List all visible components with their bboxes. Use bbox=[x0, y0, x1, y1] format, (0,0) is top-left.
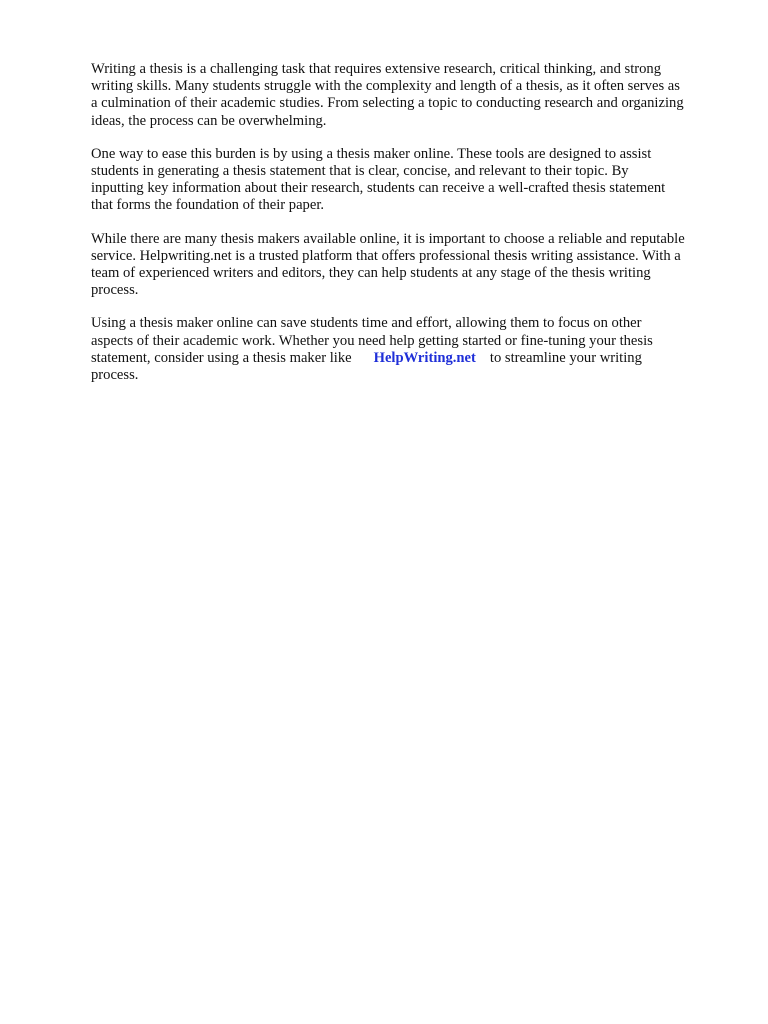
paragraph-thesis-maker: One way to ease this burden is by using a thesis maker online. These tools are designed to assist students in generating a thesis statement that is clear, concise, and relevant to their topic. By inputting key information about their research, students can receive a well-crafted thesis statement that forms the foundation of their paper. bbox=[91, 145, 666, 214]
paragraph-helpwriting-service: While there are many thesis makers available online, it is important to choose a reliable and reputable service. Helpwriting.net is a trusted platform that offers professional thesis writing assistance. With a team of experienced writers and editors, they can help students at any stage of the thesis writing process. bbox=[91, 230, 685, 299]
paragraph-conclusion bbox=[91, 315, 731, 384]
conclusion-text-after-link: to streamline your writing process. bbox=[91, 349, 642, 384]
paragraph-intro: Writing a thesis is a challenging task that requires extensive research, critical thinking, and strong writing skills. Many students struggle with the complexity and length of a thesis, as it often serves as a culmination of their academic studies. From selecting a topic to conducting research and organizing ideas, the process can be overwhelming. bbox=[91, 61, 684, 129]
helpwriting-link[interactable]: HelpWriting.net bbox=[373, 349, 476, 366]
conclusion-text-before-link: Using a thesis maker online can save students time and effort, allowing them to focus on other aspects of their academic work. Whether you need help getting started or fine-tuning your thesis statement, consider using a thesis maker like bbox=[91, 315, 653, 366]
document-body bbox=[91, 61, 731, 400]
